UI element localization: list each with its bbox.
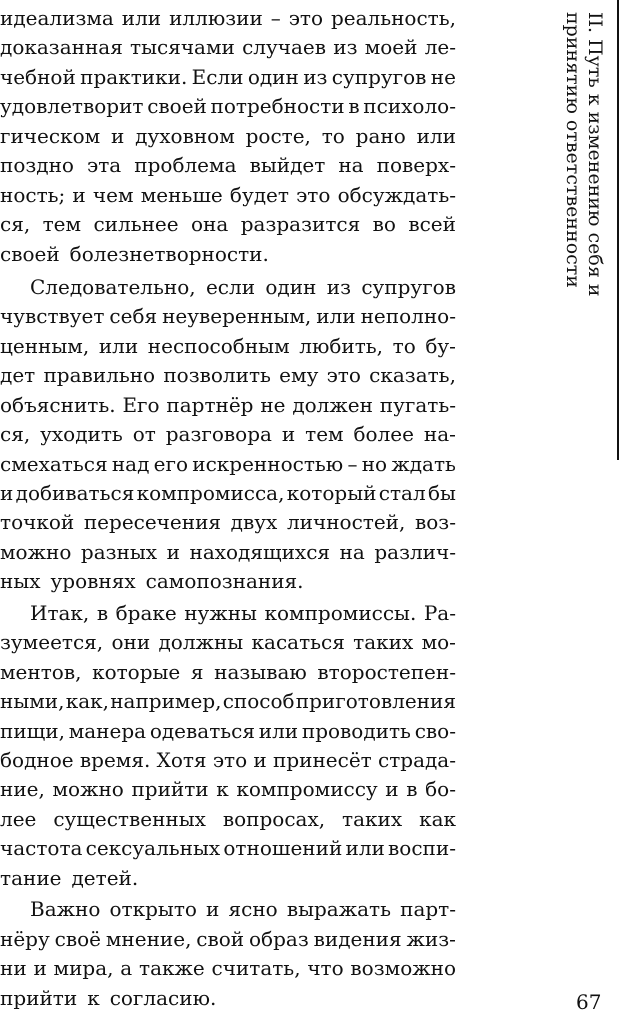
body-line xyxy=(0,744,456,776)
word: и xyxy=(206,897,220,922)
word: дет xyxy=(0,363,36,388)
word: частота xyxy=(0,836,83,861)
word: сексуальных xyxy=(85,836,221,861)
word: открыто xyxy=(109,897,197,922)
word: зумеется, xyxy=(0,630,104,655)
word: своей xyxy=(0,241,60,266)
word: ментов, xyxy=(0,659,82,684)
body-line xyxy=(0,982,456,1014)
word: ценным, xyxy=(0,333,90,358)
word: и xyxy=(33,956,47,981)
word: – xyxy=(347,451,358,476)
word: образ xyxy=(249,926,309,951)
word: удовлетворит xyxy=(0,94,144,119)
body-line xyxy=(0,862,456,894)
word: мира, xyxy=(53,956,114,981)
word: Важно xyxy=(30,897,101,922)
word: на xyxy=(338,153,364,178)
word: психоло- xyxy=(363,94,456,119)
word: видения xyxy=(313,926,402,951)
word: бы xyxy=(427,481,456,506)
word: Ра- xyxy=(423,600,456,625)
body-line xyxy=(0,656,456,688)
word: не xyxy=(260,392,286,417)
word: второстепен- xyxy=(317,659,456,684)
word: своей xyxy=(147,94,207,119)
body-line xyxy=(0,61,456,93)
word: во xyxy=(372,212,396,237)
word: таких xyxy=(342,806,403,831)
word: страда- xyxy=(378,748,456,773)
word: можно xyxy=(0,539,72,564)
word: не xyxy=(430,64,456,89)
word: пищи, xyxy=(0,718,65,743)
word: это xyxy=(326,363,361,388)
word: идеализма xyxy=(0,5,114,30)
word: объяснить. xyxy=(0,392,116,417)
word: или xyxy=(316,304,356,329)
word: нёру xyxy=(0,926,50,951)
word: должны xyxy=(158,630,244,655)
word: из xyxy=(333,35,358,60)
word: и xyxy=(385,777,399,802)
word: росте, xyxy=(245,123,311,148)
body-line xyxy=(0,715,456,747)
word: Хотя xyxy=(156,748,207,773)
body-line xyxy=(0,685,456,717)
word: я xyxy=(190,659,204,684)
body-line xyxy=(0,389,456,421)
body-line xyxy=(0,832,456,864)
body-line xyxy=(0,300,456,332)
word: поверх- xyxy=(376,153,456,178)
word: ных xyxy=(0,569,41,594)
word: воспи- xyxy=(388,836,456,861)
word: и xyxy=(0,481,14,506)
word: эта xyxy=(87,153,122,178)
word: таких xyxy=(353,630,414,655)
word: что xyxy=(307,956,344,981)
word: меньше xyxy=(140,182,223,207)
word: уровнях xyxy=(50,569,136,594)
running-head-line-2: принятию ответственности xyxy=(562,12,584,288)
word: она xyxy=(191,212,229,237)
word: то xyxy=(392,333,416,358)
word: лее xyxy=(0,806,37,831)
word: время. xyxy=(79,748,151,773)
word: и xyxy=(111,123,125,148)
word: один xyxy=(265,274,317,299)
word: которые xyxy=(92,659,181,684)
word: жиз- xyxy=(406,926,456,951)
word: иллюзии xyxy=(169,5,263,30)
word: одеваться xyxy=(149,718,255,743)
body-line xyxy=(0,923,456,955)
word: Следовательно, xyxy=(30,274,196,299)
word: они xyxy=(111,630,151,655)
paragraph-first-line xyxy=(0,271,456,303)
word: тем xyxy=(42,212,82,237)
word: Итак, xyxy=(30,600,90,625)
word: сказать, xyxy=(369,363,456,388)
word: и xyxy=(281,422,296,447)
word: который xyxy=(286,481,377,506)
word: должен xyxy=(292,392,373,417)
word: находящихся xyxy=(189,539,331,564)
word: чебной xyxy=(0,64,76,89)
running-head xyxy=(558,12,620,332)
word: из xyxy=(303,64,328,89)
word: ни xyxy=(0,956,27,981)
word: считать, xyxy=(211,956,301,981)
running-head-line-1: II. Путь к изменению себя и xyxy=(584,12,606,297)
body-line xyxy=(0,477,456,509)
word: ся, xyxy=(0,212,31,237)
word: называю xyxy=(214,659,307,684)
body-line xyxy=(0,330,456,362)
word: касаться xyxy=(251,630,345,655)
word: один xyxy=(247,64,299,89)
word: Если xyxy=(191,64,244,89)
word: тем xyxy=(305,422,344,447)
word: можно xyxy=(52,777,124,802)
word: от xyxy=(132,422,156,447)
word: тание xyxy=(0,865,62,890)
word: его xyxy=(153,451,189,476)
word: также xyxy=(139,956,205,981)
body-line xyxy=(0,179,456,211)
word: чувствует xyxy=(0,304,105,329)
paragraph-first-line xyxy=(0,893,456,925)
word: прийти xyxy=(131,777,209,802)
body-line xyxy=(0,120,456,152)
word: способ xyxy=(222,689,295,714)
word: то xyxy=(321,123,345,148)
word: или xyxy=(416,123,456,148)
word: компромиссы. xyxy=(264,600,417,625)
word: сильнее xyxy=(93,212,179,237)
word: и xyxy=(166,539,180,564)
word: ему xyxy=(279,363,319,388)
body-line xyxy=(0,31,456,63)
word: любить, xyxy=(299,333,384,358)
word: или xyxy=(98,333,139,358)
word: или xyxy=(345,836,385,861)
word: выражать xyxy=(286,897,391,922)
body-line xyxy=(0,208,456,240)
word: самопознания. xyxy=(145,569,304,594)
word: добиваться xyxy=(15,481,135,506)
word: принесёт xyxy=(273,748,372,773)
body-line xyxy=(0,149,456,181)
word: манера xyxy=(68,718,147,743)
word: и xyxy=(72,182,86,207)
word: в xyxy=(348,94,360,119)
word: например, xyxy=(110,689,222,714)
word: а xyxy=(120,956,133,981)
word: двух xyxy=(230,510,278,535)
word: согласию. xyxy=(109,985,217,1010)
word: поздно xyxy=(0,153,74,178)
word: браке xyxy=(115,600,177,625)
word: рано xyxy=(355,123,406,148)
word: случаев xyxy=(242,35,327,60)
word: как, xyxy=(65,689,109,714)
word: мо- xyxy=(421,630,456,655)
body-line xyxy=(0,565,456,597)
word: приготовления xyxy=(295,689,456,714)
word: сво- xyxy=(414,718,456,743)
body-line xyxy=(0,536,456,568)
word: духовном xyxy=(135,123,235,148)
word: это xyxy=(212,748,248,773)
word: всей xyxy=(408,212,456,237)
word: различ- xyxy=(374,539,456,564)
word: или xyxy=(258,718,299,743)
word: болезнетворности. xyxy=(69,241,269,266)
vertical-rule xyxy=(617,0,619,460)
word: над xyxy=(111,451,150,476)
word: супругов xyxy=(361,274,456,299)
word: разразится xyxy=(240,212,361,237)
word: это xyxy=(288,5,323,30)
word: Его xyxy=(122,392,160,417)
word: мнение, xyxy=(105,926,192,951)
word: компромиссу xyxy=(236,777,378,802)
body-line xyxy=(0,418,456,450)
word: бодное xyxy=(0,748,74,773)
word: в xyxy=(406,777,418,802)
word: разных xyxy=(80,539,158,564)
word: позволить xyxy=(163,363,271,388)
word: правильно xyxy=(43,363,156,388)
word: своё xyxy=(54,926,101,951)
body-line xyxy=(0,803,456,835)
word: но xyxy=(361,451,388,476)
word: проводить xyxy=(301,718,411,743)
word: в xyxy=(96,600,109,625)
word: к xyxy=(87,985,100,1010)
word: бо- xyxy=(425,777,456,802)
body-line xyxy=(0,506,456,538)
word: если xyxy=(205,274,256,299)
word: и xyxy=(253,748,267,773)
word: ждать xyxy=(391,451,456,476)
word: стал xyxy=(378,481,426,506)
word: уходить xyxy=(40,422,123,447)
word: ясно xyxy=(228,897,278,922)
word: партнёр xyxy=(166,392,254,417)
word: пугать- xyxy=(379,392,456,417)
word: моей xyxy=(364,35,418,60)
word: смехаться xyxy=(0,451,108,476)
word: это xyxy=(296,182,331,207)
word: личностей, xyxy=(286,510,406,535)
word: будет xyxy=(229,182,289,207)
word: пересечения xyxy=(83,510,222,535)
word: на- xyxy=(423,422,456,447)
word: существенных xyxy=(53,806,206,831)
word: как xyxy=(419,806,456,831)
body-line xyxy=(0,238,456,270)
word: ность; xyxy=(0,182,66,207)
word: нужны xyxy=(184,600,257,625)
body-line xyxy=(0,448,456,480)
word: практики. xyxy=(80,64,188,89)
body-line xyxy=(0,626,456,658)
word: на xyxy=(339,539,365,564)
body-line xyxy=(0,2,456,34)
word: гическом xyxy=(0,123,101,148)
word: себя xyxy=(109,304,158,329)
word: детей. xyxy=(71,865,139,890)
word: парт- xyxy=(400,897,456,922)
word: ле- xyxy=(424,35,456,60)
word: точкой xyxy=(0,510,75,535)
word: потребности xyxy=(210,94,345,119)
paragraph-first-line xyxy=(0,597,456,629)
body-line xyxy=(0,952,456,984)
word: проблема xyxy=(134,153,237,178)
word: ние, xyxy=(0,777,45,802)
word: свой xyxy=(196,926,245,951)
word: доказанная xyxy=(0,35,123,60)
word: к xyxy=(216,777,229,802)
word: неуверенным, xyxy=(162,304,312,329)
word: из xyxy=(326,274,351,299)
body-line xyxy=(0,359,456,391)
word: компромисса, xyxy=(136,481,285,506)
word: возможно xyxy=(350,956,456,981)
word: – xyxy=(270,5,281,30)
word: неспособным xyxy=(147,333,290,358)
word: бу- xyxy=(425,333,456,358)
word: супругов xyxy=(331,64,427,89)
word: более xyxy=(353,422,414,447)
word: или xyxy=(121,5,162,30)
word: обсуждать- xyxy=(337,182,456,207)
word: выйдет xyxy=(249,153,326,178)
word: тысячами xyxy=(130,35,235,60)
word: искренностью xyxy=(192,451,344,476)
word: ся, xyxy=(0,422,31,447)
body-line xyxy=(0,90,456,122)
word: отношений xyxy=(223,836,343,861)
word: ными, xyxy=(0,689,65,714)
word: разговора xyxy=(165,422,272,447)
page-number: 67 xyxy=(576,990,602,1014)
word: прийти xyxy=(0,985,78,1010)
body-line xyxy=(0,773,456,805)
word: воз- xyxy=(415,510,456,535)
word: вопросах, xyxy=(222,806,326,831)
word: чем xyxy=(92,182,134,207)
word: неполно- xyxy=(360,304,456,329)
word: реальность, xyxy=(330,5,456,30)
